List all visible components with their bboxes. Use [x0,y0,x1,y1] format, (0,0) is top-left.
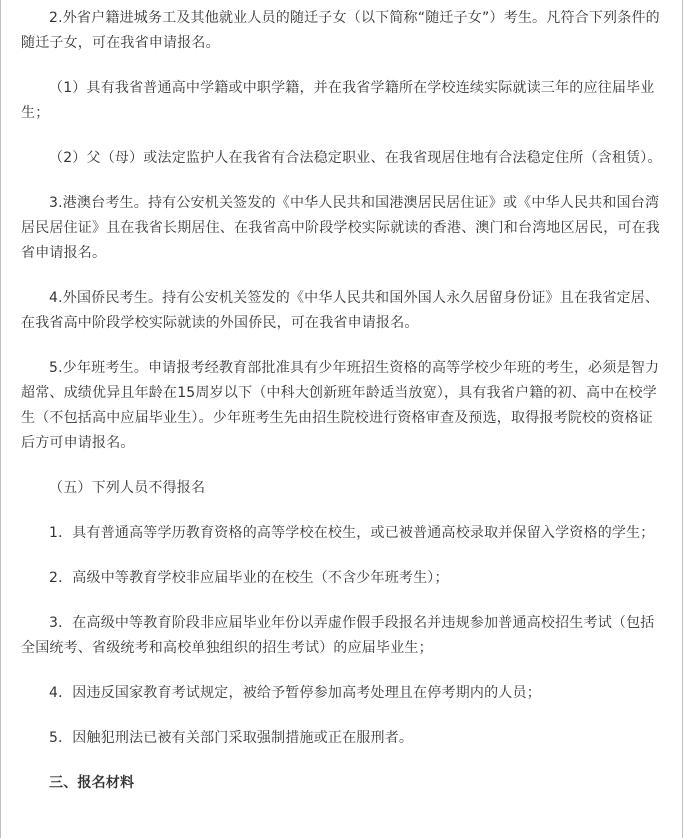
paragraph-condition-1: （1）具有我省普通高中学籍或中职学籍，并在我省学籍所在学校连续实际就读三年的应往届毕业生； [21,80,655,121]
paragraph-hk-macao-taiwan: 3.港澳台考生。持有公安机关签发的《中华人民共和国港澳居民居住证》或《中华人民共和国台湾居民居住证》且在我省长期居住、在我省高中阶段学校实际就读的香港、澳门和台湾地区居民，可在我省申请报名。 [21,195,660,261]
paragraph-excluded-3: 3．在高级中等教育阶段非应届毕业年份以弄虚作假手段报名并违规参加普通高校招生考试（包括全国统考、省级统考和高校单独组织的招生考试）的应届毕业生； [21,615,655,656]
paragraph-junior-class: 5.少年班考生。申请报考经教育部批准具有少年班招生资格的高等学校少年班的考生，必须是智力超常、成绩优异且年龄在15周岁以下（中科大创新班年龄适当放宽），具有我省户籍的初、高中在校学生（不包括高中应届毕业生）。少年班考生先由招生院校进行资格审查及预选，取得报考院校的资格证后方可申请报名。 [21,360,660,451]
article-body [21,6,666,796]
paragraph-excluded-4: 4．因违反国家教育考试规定，被给予暂停参加高考处理且在停考期内的人员； [49,685,541,701]
paragraph-excluded-5: 5．因触犯刑法已被有关部门采取强制措施或正在服刑者。 [49,730,414,746]
paragraph-excluded-heading: （五）下列人员不得报名 [49,480,206,496]
paragraph-excluded-2: 2．高级中等教育学校非应届毕业的在校生（不含少年班考生）； [49,570,449,586]
paragraph-condition-2: （2）父（母）或法定监护人在我省有合法稳定职业、在我省现居住地有合法稳定住所（含租赁）。 [49,150,662,166]
paragraph-migrant-children: 2.外省户籍进城务工及其他就业人员的随迁子女（以下简称“随迁子女”）考生。凡符合下列条件的随迁子女，可在我省申请报名。 [21,10,660,51]
paragraph-excluded-1: 1．具有普通高等学历教育资格的高等学校在校生，或已被普通高校录取并保留入学资格的学生； [49,525,655,541]
paragraph-foreign-residents: 4.外国侨民考生。持有公安机关签发的《中华人民共和国外国人永久居留身份证》且在我省定居、在我省高中阶段学校实际就读的外国侨民，可在我省申请报名。 [21,290,660,331]
section-heading: 三、报名材料 [49,775,135,791]
